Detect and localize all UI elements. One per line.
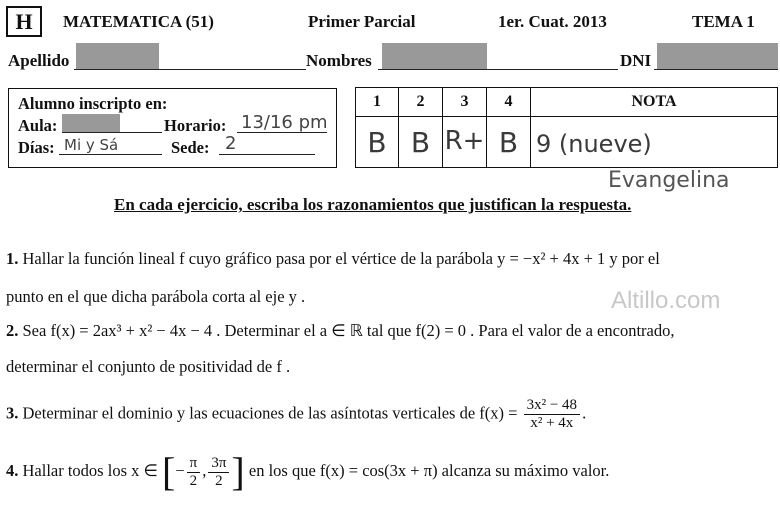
dni-label: DNI — [620, 51, 652, 70]
dias-line — [59, 153, 162, 155]
grade-header-nota: NOTA — [631, 93, 677, 110]
horario-line — [237, 131, 327, 133]
fraction-denominator: x² + 4x — [530, 415, 574, 431]
exercise-3-fraction — [524, 397, 580, 432]
dni-redaction — [657, 43, 778, 70]
dni-line — [654, 68, 778, 70]
exercise-4-number: 4. — [6, 460, 19, 480]
exercise-2-line-1 — [6, 321, 674, 341]
grade-header-4: 4 — [504, 93, 513, 110]
sede-value: 2 — [225, 133, 237, 154]
exam-title: Primer Parcial — [308, 12, 416, 31]
interval-start-num: π — [187, 455, 201, 473]
fraction-numerator: 3x² − 48 — [524, 397, 580, 415]
grade-ex2: B — [410, 126, 431, 159]
exercise-4-end: en los que f(x) = cos(3x + π) alcanza su máximo valor. — [244, 460, 610, 480]
grader-signature: Evangelina — [608, 168, 730, 193]
exercise-1-line-2 — [6, 287, 305, 307]
exercise-3 — [6, 397, 586, 432]
interval-end — [208, 455, 229, 490]
term-label: 1er. Cuat. 2013 — [498, 12, 607, 31]
exercise-1-line-1 — [6, 249, 660, 269]
grade-header-1: 1 — [373, 93, 381, 110]
exercise-3-number: 3. — [6, 403, 19, 423]
apellido-label: Apellido — [8, 51, 70, 70]
dias-value: Mi y Sá — [64, 136, 119, 154]
exercise-1-text-1: Hallar la función lineal f cuyo gráfico pasa por el vértice de la parábola y = −x² + 4x + 1 y por el — [22, 249, 660, 268]
nombres-redaction — [382, 43, 487, 70]
exercise-4-text: Hallar todos los x ∈ — [22, 460, 158, 480]
interval-a-sign: − — [175, 460, 185, 480]
horario-value: 13/16 pm — [241, 112, 328, 133]
alumno-box — [8, 88, 337, 168]
interval-start-den: 2 — [189, 472, 198, 489]
course-title: MATEMATICA (51) — [63, 12, 214, 31]
grade-header-3: 3 — [460, 93, 469, 110]
grade-table — [355, 87, 778, 168]
exercise-2-line-2 — [6, 357, 290, 377]
right-bracket: ] — [231, 449, 245, 494]
grade-ex3: R+ — [444, 126, 485, 156]
nota-value: 9 (nueve) — [536, 130, 652, 158]
nombres-label: Nombres — [306, 51, 372, 70]
aula-label: Aula: — [18, 116, 58, 135]
version-letter: H — [6, 6, 42, 37]
exercise-3-end: . — [582, 403, 587, 423]
watermark: Altillo.com — [611, 287, 721, 314]
interval-start — [187, 455, 201, 490]
interval-end-num: 3π — [208, 455, 229, 473]
horario-label: Horario: — [164, 116, 227, 135]
nombres-line — [378, 68, 618, 70]
aula-line — [62, 131, 162, 133]
grade-ex4: B — [498, 126, 519, 159]
interval-end-den: 2 — [215, 472, 223, 489]
exercise-1-text-2: punto en el que dicha parábola corta al eje y . — [6, 287, 306, 306]
grade-header-2: 2 — [416, 93, 425, 110]
instructions: En cada ejercicio, escriba los razonamientos que justifican la respuesta. — [114, 195, 632, 214]
alumno-title: Alumno inscripto en: — [18, 94, 168, 113]
apellido-line — [74, 68, 306, 70]
sede-line — [219, 153, 315, 155]
exercise-1-number: 1. — [6, 249, 19, 268]
left-bracket: [ — [162, 449, 176, 494]
exercise-3-text: Determinar el dominio y las ecuaciones de las asíntotas verticales de f(x) = — [22, 403, 522, 423]
aula-redaction — [62, 114, 120, 132]
exercise-2-text-1: Sea f(x) = 2ax³ + x² − 4x − 4 . Determinar el a ∈ ℝ tal que f(2) = 0 . Para el valor de a encontrado, — [22, 321, 675, 340]
grade-ex1: B — [367, 126, 387, 159]
dias-label: Días: — [18, 138, 55, 157]
tema-label: TEMA 1 — [692, 12, 755, 31]
exercise-4: 4. Hallar todos los x ∈ [− $\frac{\pi}{2}$ , $\frac{3\pi}{2}$ ] en los que f(x) = cos(3x + π) alcanza su máximo valor. — [6, 449, 610, 494]
exercise-2-number: 2. — [6, 321, 19, 340]
exercise-2-text-2: determinar el conjunto de positividad de f . — [6, 357, 291, 376]
apellido-redaction — [76, 43, 159, 70]
sede-label: Sede: — [171, 138, 210, 157]
